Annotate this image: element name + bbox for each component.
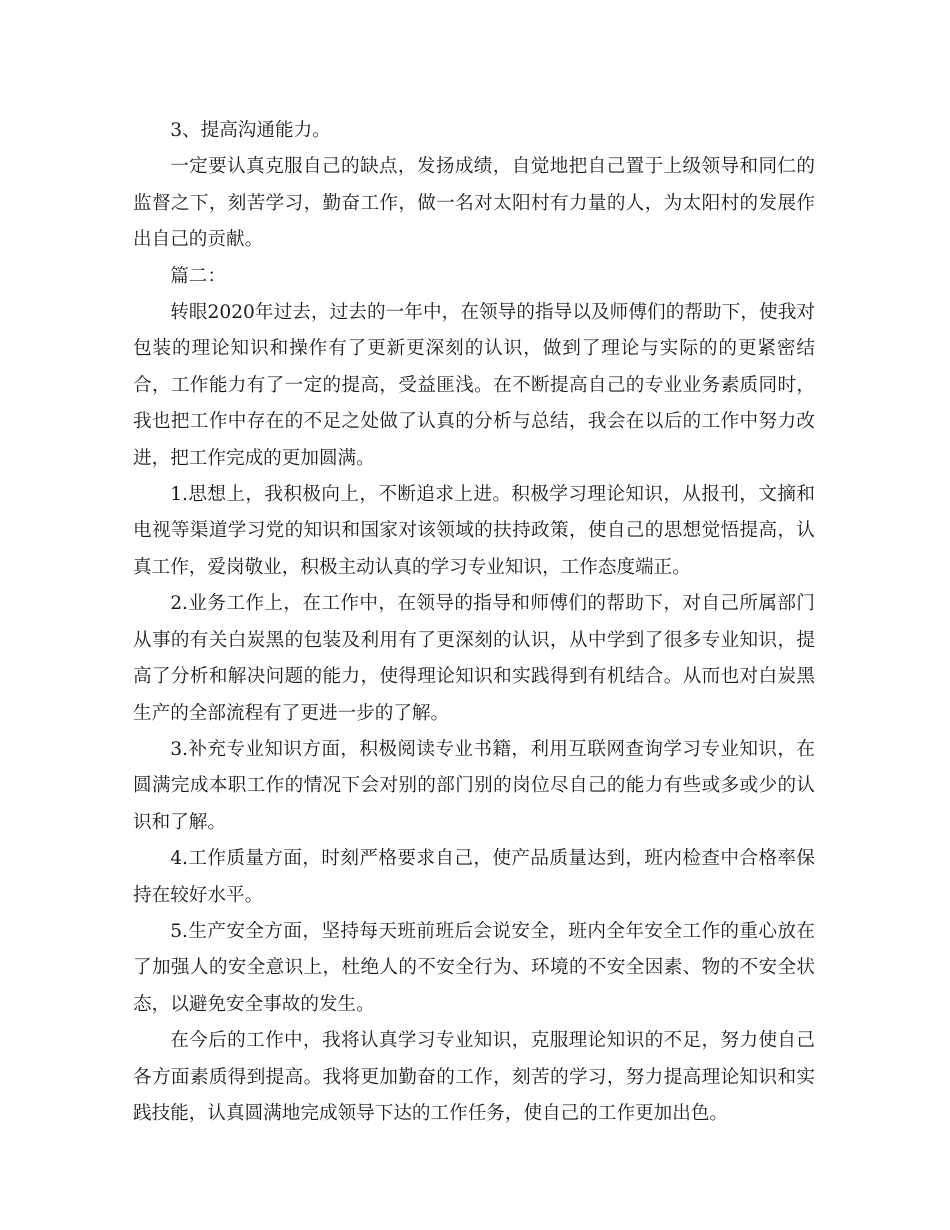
paragraph-item-business: 2.业务工作上，在工作中，在领导的指导和师傅们的帮助下，对自己所属部门从事的有关白炭黑的包装及利用有了更深刻的认识，从中学到了很多专业知识，提高了分析和解决问题的能力，使得理论知识和实践得到有机结合。从而也对白炭黑生产的全部流程有了更进一步的了解。 <box>133 593 815 724</box>
paragraph-year-review: 转眼2020年过去，过去的一年中，在领导的指导以及师傅们的帮助下，使我对包装的理论知识和操作有了更新更深刻的认识，做到了理论与实际的的更紧密结合，工作能力有了一定的提高，受益匪浅。在不断提高自己的专业业务素质同时，我也把工作中存在的不足之处做了认真的分析与总结，我会在以后的工作中努力改进，把工作完成的更加圆满。 <box>133 302 815 469</box>
paragraph-item-thought: 1.思想上，我积极向上，不断追求上进。积极学习理论知识，从报刊，文摘和电视等渠道学习党的知识和国家对该领域的扶持政策，使自己的思想觉悟提高，认真工作，爱岗敬业，积极主动认真的学习专业知识，工作态度端正。 <box>133 484 815 578</box>
paragraph-self-improvement: 一定要认真克服自己的缺点，发扬成绩，自觉地把自己置于上级领导和同仁的监督之下，刻苦学习，勤奋工作，做一名对太阳村有力量的人，为太阳村的发展作出自己的贡献。 <box>133 156 815 251</box>
paragraph-future-plan: 在今后的工作中，我将认真学习专业知识，克服理论知识的不足，努力使自己各方面素质得到提高。我将更加勤奋的工作，刻苦的学习，努力提高理论知识和实践技能，认真圆满地完成领导下达的工作任务，使自己的工作更加出色。 <box>133 1030 815 1124</box>
paragraph-item-safety: 5.生产安全方面，坚持每天班前班后会说安全，班内全年安全工作的重心放在了加强人的安全意识上，杜绝人的不安全行为、环境的不安全因素、物的不安全状态，以避免安全事故的发生。 <box>133 920 815 1015</box>
section-heading-part-two: 篇二： <box>170 265 226 287</box>
paragraph-communication-heading: 3、提高沟通能力。 <box>170 120 331 141</box>
paragraph-item-knowledge: 3.补充专业知识方面，积极阅读专业书籍，利用互联网查询学习专业知识，在圆满完成本职工作的情况下会对别的部门别的岗位尽自己的能力有些或多或少的认识和了解。 <box>133 738 815 833</box>
document-body <box>133 113 815 1132</box>
paragraph-item-quality: 4.工作质量方面，时刻严格要求自己，使产品质量达到，班内检查中合格率保持在较好水平。 <box>133 848 815 906</box>
